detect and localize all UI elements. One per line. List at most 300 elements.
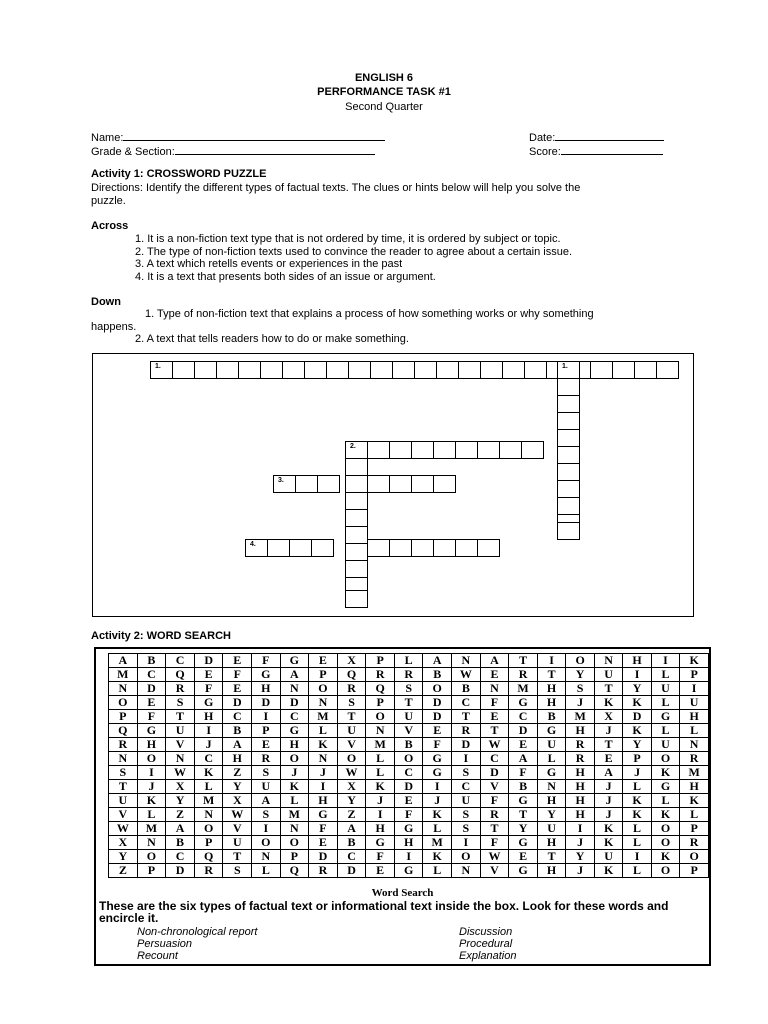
word-search-letter[interactable]: L [366, 752, 395, 766]
word-search-letter[interactable]: P [680, 822, 709, 836]
word-search-letter[interactable]: H [309, 794, 338, 808]
word-search-letter[interactable]: L [423, 822, 452, 836]
word-search-letter[interactable]: O [651, 836, 679, 850]
word-search-letter[interactable]: O [394, 752, 422, 766]
word-search-letter[interactable]: H [680, 710, 709, 724]
word-search-letter[interactable]: U [166, 724, 195, 738]
word-search-letter[interactable]: K [594, 864, 622, 878]
crossword-cell[interactable] [345, 543, 368, 561]
word-search-letter[interactable]: C [194, 752, 223, 766]
word-search-letter[interactable]: J [594, 808, 622, 822]
word-search-letter[interactable]: V [337, 738, 366, 752]
word-search-letter[interactable]: P [366, 654, 395, 668]
word-search-letter[interactable]: R [394, 668, 422, 682]
word-search-letter[interactable]: Y [509, 822, 538, 836]
word-search-letter[interactable]: L [651, 696, 679, 710]
word-search-letter[interactable]: O [423, 682, 452, 696]
word-search-letter[interactable]: O [651, 752, 679, 766]
word-search-letter[interactable]: O [280, 836, 309, 850]
word-search-letter[interactable]: W [109, 822, 138, 836]
word-search-letter[interactable]: E [509, 738, 538, 752]
word-search-letter[interactable]: G [194, 696, 223, 710]
crossword-cell[interactable] [433, 539, 456, 557]
word-search-letter[interactable]: L [280, 794, 309, 808]
word-search-letter[interactable]: I [537, 654, 565, 668]
word-search-letter[interactable]: I [623, 668, 651, 682]
word-search-letter[interactable]: R [509, 668, 538, 682]
crossword-cell[interactable] [521, 441, 544, 459]
crossword-cell[interactable] [345, 441, 368, 459]
word-search-letter[interactable]: G [423, 766, 452, 780]
word-search-letter[interactable]: H [194, 710, 223, 724]
word-search-letter[interactable]: N [452, 864, 481, 878]
crossword-cell[interactable] [557, 395, 580, 413]
word-search-letter[interactable]: O [252, 836, 280, 850]
word-search-letter[interactable]: G [280, 724, 309, 738]
crossword-cell[interactable] [557, 429, 580, 447]
crossword-cell[interactable] [414, 361, 437, 379]
word-search-letter[interactable]: M [680, 766, 709, 780]
word-search-letter[interactable]: M [366, 738, 395, 752]
word-search-letter[interactable]: T [166, 710, 195, 724]
word-search-letter[interactable]: G [651, 710, 679, 724]
word-search-letter[interactable]: Y [537, 808, 565, 822]
crossword-cell[interactable] [370, 361, 393, 379]
word-search-letter[interactable]: G [280, 654, 309, 668]
crossword-cell[interactable] [216, 361, 239, 379]
word-search-letter[interactable]: V [109, 808, 138, 822]
crossword-cell[interactable] [524, 361, 547, 379]
word-search-letter[interactable]: H [537, 836, 565, 850]
crossword-cell[interactable] [502, 361, 525, 379]
word-search-letter[interactable]: K [594, 696, 622, 710]
word-search-letter[interactable]: A [423, 654, 452, 668]
word-search-letter[interactable]: B [137, 654, 166, 668]
word-search-letter[interactable]: D [280, 696, 309, 710]
crossword-cell[interactable] [345, 475, 368, 493]
crossword-cell[interactable] [326, 361, 349, 379]
crossword-cell[interactable] [499, 441, 522, 459]
word-search-letter[interactable]: K [194, 766, 223, 780]
word-search-letter[interactable]: L [680, 808, 709, 822]
word-search-letter[interactable]: D [452, 738, 481, 752]
word-search-letter[interactable]: C [509, 710, 538, 724]
word-search-letter[interactable]: N [166, 752, 195, 766]
crossword-cell[interactable] [557, 497, 580, 515]
word-search-letter[interactable]: K [623, 794, 651, 808]
word-search-letter[interactable]: I [623, 850, 651, 864]
word-search-letter[interactable]: R [566, 752, 595, 766]
word-search-letter[interactable]: K [680, 794, 709, 808]
crossword-cell[interactable] [458, 361, 481, 379]
word-search-letter[interactable]: L [680, 724, 709, 738]
word-search-letter[interactable]: S [109, 766, 138, 780]
word-search-letter[interactable]: J [366, 794, 395, 808]
word-search-letter[interactable]: P [366, 696, 395, 710]
crossword-cell[interactable] [345, 509, 368, 527]
word-search-letter[interactable]: N [537, 780, 565, 794]
word-search-letter[interactable]: H [623, 654, 651, 668]
crossword-cell[interactable] [612, 361, 635, 379]
word-search-letter[interactable]: Y [566, 850, 595, 864]
word-search-letter[interactable]: X [166, 780, 195, 794]
word-search-letter[interactable]: L [394, 654, 422, 668]
word-search-letter[interactable]: T [452, 710, 481, 724]
word-search-letter[interactable]: D [623, 710, 651, 724]
crossword-cell[interactable] [411, 475, 434, 493]
word-search-letter[interactable]: R [166, 682, 195, 696]
word-search-letter[interactable]: M [194, 794, 223, 808]
word-search-letter[interactable]: L [309, 724, 338, 738]
word-search-letter[interactable]: F [394, 808, 422, 822]
word-search-letter[interactable]: T [223, 850, 252, 864]
word-search-letter[interactable]: F [223, 668, 252, 682]
word-search-letter[interactable]: I [566, 822, 595, 836]
word-search-letter[interactable]: L [623, 864, 651, 878]
word-search-letter[interactable]: H [394, 836, 422, 850]
crossword-cell[interactable] [389, 539, 412, 557]
crossword-cell[interactable] [345, 458, 368, 476]
word-search-letter[interactable]: N [594, 654, 622, 668]
word-search-letter[interactable]: P [137, 864, 166, 878]
word-search-letter[interactable]: P [109, 710, 138, 724]
word-search-letter[interactable]: A [252, 794, 280, 808]
crossword-cell[interactable] [295, 475, 318, 493]
word-search-letter[interactable]: R [194, 864, 223, 878]
word-search-letter[interactable]: G [252, 668, 280, 682]
word-search-letter[interactable]: I [252, 710, 280, 724]
word-search-letter[interactable]: P [309, 668, 338, 682]
word-search-letter[interactable]: G [394, 864, 422, 878]
word-search-letter[interactable]: K [623, 696, 651, 710]
word-search-letter[interactable]: K [366, 780, 395, 794]
word-search-letter[interactable]: J [594, 780, 622, 794]
word-search-letter[interactable]: K [137, 794, 166, 808]
crossword-cell[interactable] [311, 539, 334, 557]
word-search-letter[interactable]: X [109, 836, 138, 850]
word-search-letter[interactable]: T [394, 696, 422, 710]
word-search-letter[interactable]: S [452, 808, 481, 822]
word-search-letter[interactable]: G [309, 808, 338, 822]
word-search-letter[interactable]: O [680, 850, 709, 864]
word-search-letter[interactable]: E [594, 752, 622, 766]
word-search-letter[interactable]: V [480, 780, 509, 794]
word-search-letter[interactable]: Y [623, 738, 651, 752]
word-search-letter[interactable]: I [137, 766, 166, 780]
word-search-letter[interactable]: U [452, 794, 481, 808]
word-search-letter[interactable]: P [194, 836, 223, 850]
word-search-letter[interactable]: H [566, 794, 595, 808]
word-search-letter[interactable]: Z [109, 864, 138, 878]
word-search-letter[interactable]: B [452, 682, 481, 696]
word-search-letter[interactable]: E [480, 668, 509, 682]
word-search-letter[interactable]: J [423, 794, 452, 808]
word-search-letter[interactable]: E [137, 696, 166, 710]
crossword-cell[interactable] [345, 526, 368, 544]
crossword-cell[interactable] [656, 361, 679, 379]
word-search-letter[interactable]: Y [566, 668, 595, 682]
crossword-cell[interactable] [348, 361, 371, 379]
word-search-letter[interactable]: I [452, 752, 481, 766]
word-search-letter[interactable]: G [509, 836, 538, 850]
word-search-letter[interactable]: N [480, 682, 509, 696]
crossword-cell[interactable] [433, 475, 456, 493]
word-search-letter[interactable]: G [509, 794, 538, 808]
crossword-cell[interactable] [245, 539, 268, 557]
word-search-letter[interactable]: O [337, 752, 366, 766]
word-search-letter[interactable]: J [566, 864, 595, 878]
word-search-letter[interactable]: R [309, 864, 338, 878]
word-search-letter[interactable]: T [537, 850, 565, 864]
word-search-letter[interactable]: G [537, 766, 565, 780]
word-search-letter[interactable]: M [423, 836, 452, 850]
crossword-cell[interactable] [367, 441, 390, 459]
crossword-cell[interactable] [345, 560, 368, 578]
word-search-letter[interactable]: E [309, 654, 338, 668]
word-search-letter[interactable]: A [337, 822, 366, 836]
word-search-letter[interactable]: J [280, 766, 309, 780]
word-search-letter[interactable]: D [394, 780, 422, 794]
word-search-letter[interactable]: D [480, 766, 509, 780]
word-search-letter[interactable]: Q [109, 724, 138, 738]
word-search-letter[interactable]: P [680, 668, 709, 682]
word-search-letter[interactable]: O [194, 822, 223, 836]
word-search-letter[interactable]: U [537, 822, 565, 836]
word-search-letter[interactable]: S [223, 864, 252, 878]
word-search-letter[interactable]: X [594, 710, 622, 724]
crossword-cell[interactable] [557, 463, 580, 481]
word-search-letter[interactable]: I [366, 808, 395, 822]
word-search-letter[interactable]: U [252, 780, 280, 794]
word-search-letter[interactable]: I [452, 836, 481, 850]
word-search-letter[interactable]: J [194, 738, 223, 752]
word-search-letter[interactable]: M [109, 668, 138, 682]
word-search-letter[interactable]: D [137, 682, 166, 696]
word-search-letter[interactable]: N [109, 682, 138, 696]
word-search-letter[interactable]: O [280, 752, 309, 766]
word-search-letter[interactable]: R [680, 752, 709, 766]
word-search-letter[interactable]: N [680, 738, 709, 752]
crossword-cell[interactable] [150, 361, 173, 379]
word-search-letter[interactable]: T [337, 710, 366, 724]
word-search-letter[interactable]: D [194, 654, 223, 668]
word-search-letter[interactable]: S [452, 822, 481, 836]
word-search-letter[interactable]: H [566, 766, 595, 780]
word-search-letter[interactable]: Y [623, 682, 651, 696]
word-search-letter[interactable]: L [651, 794, 679, 808]
word-search-letter[interactable]: D [309, 850, 338, 864]
word-search-letter[interactable]: S [566, 682, 595, 696]
word-search-letter[interactable]: A [509, 752, 538, 766]
crossword-cell[interactable] [433, 441, 456, 459]
crossword-cell[interactable] [557, 378, 580, 396]
word-search-letter[interactable]: L [623, 836, 651, 850]
word-search-letter[interactable]: H [537, 682, 565, 696]
word-search-letter[interactable]: G [651, 780, 679, 794]
word-search-letter[interactable]: M [509, 682, 538, 696]
crossword-cell[interactable] [345, 590, 368, 608]
word-search-letter[interactable]: N [137, 836, 166, 850]
word-search-letter[interactable]: C [280, 710, 309, 724]
word-search-letter[interactable]: W [166, 766, 195, 780]
word-search-letter[interactable]: T [509, 808, 538, 822]
word-search-letter[interactable]: O [109, 696, 138, 710]
word-search-letter[interactable]: M [280, 808, 309, 822]
word-search-letter[interactable]: U [109, 794, 138, 808]
word-search-letter[interactable]: S [252, 808, 280, 822]
word-search-letter[interactable]: O [137, 752, 166, 766]
word-search-letter[interactable]: I [194, 724, 223, 738]
word-search-letter[interactable]: T [480, 822, 509, 836]
word-search-letter[interactable]: J [566, 836, 595, 850]
word-search-letter[interactable]: G [137, 724, 166, 738]
crossword-cell[interactable] [389, 441, 412, 459]
crossword-cell[interactable] [273, 475, 296, 493]
word-search-letter[interactable]: F [423, 738, 452, 752]
word-search-letter[interactable]: H [566, 724, 595, 738]
word-search-letter[interactable]: F [137, 710, 166, 724]
word-search-letter[interactable]: C [394, 766, 422, 780]
word-search-letter[interactable]: N [309, 696, 338, 710]
word-search-letter[interactable]: K [594, 836, 622, 850]
word-search-letter[interactable]: D [252, 696, 280, 710]
word-search-letter[interactable]: I [252, 822, 280, 836]
word-search-letter[interactable]: S [452, 766, 481, 780]
word-search-letter[interactable]: L [423, 864, 452, 878]
word-search-letter[interactable]: M [566, 710, 595, 724]
word-search-letter[interactable]: Y [337, 794, 366, 808]
word-search-letter[interactable]: E [366, 864, 395, 878]
word-search-letter[interactable]: P [252, 724, 280, 738]
word-search-letter[interactable]: K [623, 724, 651, 738]
word-search-letter[interactable]: L [623, 822, 651, 836]
word-search-letter[interactable]: G [366, 836, 395, 850]
word-search-letter[interactable]: S [166, 696, 195, 710]
word-search-letter[interactable]: K [594, 822, 622, 836]
word-search-letter[interactable]: L [651, 724, 679, 738]
word-search-letter[interactable]: U [594, 668, 622, 682]
word-search-letter[interactable]: A [109, 654, 138, 668]
word-search-letter[interactable]: K [280, 780, 309, 794]
word-search-letter[interactable]: I [394, 850, 422, 864]
crossword-cell[interactable] [411, 539, 434, 557]
word-search-letter[interactable]: R [680, 836, 709, 850]
crossword-cell[interactable] [389, 475, 412, 493]
word-search-letter[interactable]: K [651, 766, 679, 780]
word-search-letter[interactable]: Y [166, 794, 195, 808]
crossword-cell[interactable] [411, 441, 434, 459]
crossword-cell[interactable] [634, 361, 657, 379]
word-search-letter[interactable]: N [309, 752, 338, 766]
word-search-letter[interactable]: M [137, 822, 166, 836]
word-search-letter[interactable]: O [366, 710, 395, 724]
word-search-letter[interactable]: F [194, 682, 223, 696]
crossword-cell[interactable] [477, 441, 500, 459]
word-search-letter[interactable]: Q [166, 668, 195, 682]
word-search-letter[interactable]: H [537, 794, 565, 808]
word-search-letter[interactable]: X [337, 780, 366, 794]
crossword-cell[interactable] [260, 361, 283, 379]
crossword-cell[interactable] [317, 475, 340, 493]
word-search-letter[interactable]: E [223, 682, 252, 696]
word-search-letter[interactable]: Q [366, 682, 395, 696]
word-search-letter[interactable]: N [109, 752, 138, 766]
word-search-letter[interactable]: I [680, 682, 709, 696]
word-search-letter[interactable]: H [280, 738, 309, 752]
word-search-letter[interactable]: H [566, 808, 595, 822]
crossword-cell[interactable] [392, 361, 415, 379]
word-search-letter[interactable]: B [223, 724, 252, 738]
word-search-letter[interactable]: W [480, 850, 509, 864]
word-search-letter[interactable]: O [137, 850, 166, 864]
word-search-letter[interactable]: D [423, 696, 452, 710]
word-search-letter[interactable]: R [452, 724, 481, 738]
word-search-letter[interactable]: K [651, 808, 679, 822]
word-search-letter[interactable]: W [337, 766, 366, 780]
word-search-letter[interactable]: B [166, 836, 195, 850]
crossword-cell[interactable] [367, 475, 390, 493]
word-search-letter[interactable]: T [537, 668, 565, 682]
word-search-letter[interactable]: L [537, 752, 565, 766]
word-search-letter[interactable]: W [480, 738, 509, 752]
word-search-letter[interactable]: Q [337, 668, 366, 682]
word-search-letter[interactable]: W [452, 668, 481, 682]
word-search-letter[interactable]: E [252, 738, 280, 752]
word-search-letter[interactable]: K [423, 808, 452, 822]
word-search-letter[interactable]: H [137, 738, 166, 752]
crossword-cell[interactable] [345, 492, 368, 510]
word-search-letter[interactable]: A [480, 654, 509, 668]
word-search-letter[interactable]: R [366, 668, 395, 682]
word-search-letter[interactable]: H [366, 822, 395, 836]
word-search-letter[interactable]: E [223, 654, 252, 668]
word-search-letter[interactable]: A [594, 766, 622, 780]
word-search-letter[interactable]: E [394, 794, 422, 808]
score-blank[interactable] [561, 143, 663, 155]
crossword-cell[interactable] [455, 539, 478, 557]
word-search-letter[interactable]: T [594, 682, 622, 696]
crossword-cell[interactable] [436, 361, 459, 379]
crossword-cell[interactable] [172, 361, 195, 379]
word-search-letter[interactable]: U [337, 724, 366, 738]
word-search-letter[interactable]: R [480, 808, 509, 822]
word-search-letter[interactable]: N [252, 850, 280, 864]
crossword-cell[interactable] [289, 539, 312, 557]
word-search-letter[interactable]: K [623, 808, 651, 822]
word-search-letter[interactable]: J [623, 766, 651, 780]
word-search-letter[interactable]: Q [194, 850, 223, 864]
word-search-letter[interactable]: D [423, 710, 452, 724]
word-search-letter[interactable]: L [623, 780, 651, 794]
crossword-cell[interactable] [557, 412, 580, 430]
word-search-letter[interactable]: U [680, 696, 709, 710]
word-search-letter[interactable]: G [509, 864, 538, 878]
word-search-letter[interactable]: T [480, 724, 509, 738]
word-search-letter[interactable]: K [423, 850, 452, 864]
word-search-letter[interactable]: H [566, 780, 595, 794]
word-search-letter[interactable]: F [480, 794, 509, 808]
word-search-letter[interactable]: J [594, 724, 622, 738]
word-search-letter[interactable]: C [452, 780, 481, 794]
word-search-letter[interactable]: D [166, 864, 195, 878]
word-search-letter[interactable]: L [651, 668, 679, 682]
word-search-letter[interactable]: J [566, 696, 595, 710]
word-search-letter[interactable]: J [137, 780, 166, 794]
word-search-letter[interactable]: T [594, 738, 622, 752]
word-search-letter[interactable]: B [509, 780, 538, 794]
crossword-cell[interactable] [557, 446, 580, 464]
word-search-letter[interactable]: K [651, 850, 679, 864]
